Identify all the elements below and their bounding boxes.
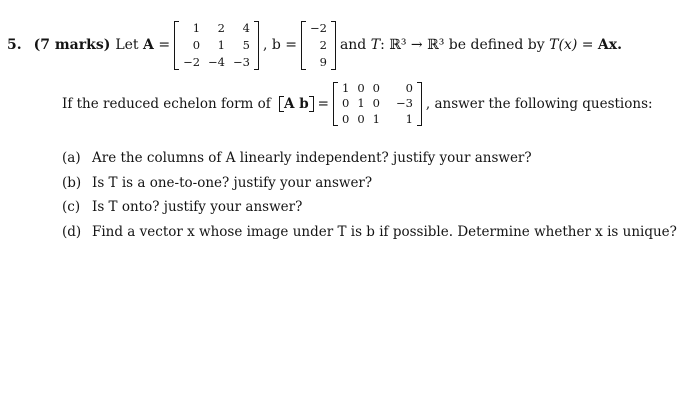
part-text: Are the columns of A linearly independent? justify your answer? (92, 150, 532, 167)
equals-sign: = (317, 96, 329, 112)
matrix-A (174, 20, 259, 71)
list-item (62, 146, 677, 171)
equals-sign: = (158, 37, 171, 53)
mapping-text: : ℝ³ → ℝ³ be defined by (380, 37, 545, 53)
list-item (62, 171, 677, 196)
rref-lead-text: If the reduced echelon form of (62, 96, 271, 112)
part-label: (b) (62, 174, 82, 191)
Ax-expression: Ax. (597, 37, 623, 53)
matrix-row: −2 (309, 20, 327, 35)
part-label: (c) (62, 199, 81, 216)
b-definition-label: , b = (262, 37, 297, 53)
let-word: Let (115, 37, 139, 53)
and-word: and (339, 37, 367, 53)
matrix-row: 2 (319, 37, 327, 52)
rref-tail-text: , answer the following questions: (425, 96, 653, 112)
part-text: Is T onto? justify your answer? (92, 199, 303, 216)
matrix-row: 0 1 0 −3 (341, 96, 413, 111)
marks-label: (7 marks) (33, 37, 111, 53)
matrix-row: 0 1 5 (192, 37, 250, 52)
augmented-matrix-symbol: A b (279, 96, 314, 112)
list-item (62, 195, 677, 220)
part-text: Is T is a one-to-one? justify your answer? (92, 174, 373, 191)
matrix-A-symbol: A (143, 37, 154, 53)
part-label: (d) (62, 223, 82, 240)
matrix-row: −2 −4 −3 (183, 54, 250, 69)
T-symbol: T (370, 37, 381, 53)
matrix-row: 0 0 1 1 (341, 111, 413, 126)
question-parts-list (62, 146, 677, 244)
matrix-row: 1 0 0 0 (341, 80, 413, 95)
question-number: 5. (7, 37, 22, 53)
problem-statement (7, 14, 622, 76)
Tx-expression: T(x) = (549, 37, 594, 53)
list-item (62, 220, 677, 245)
part-text: Find a vector x whose image under T is b if possible. Determine whether x is unique? (92, 223, 677, 240)
matrix-row: 9 (319, 54, 327, 69)
vector-b (301, 20, 336, 71)
matrix-row: 1 2 4 (192, 20, 250, 35)
part-label: (a) (62, 150, 81, 167)
rref-statement (62, 78, 653, 130)
rref-matrix (333, 81, 422, 128)
